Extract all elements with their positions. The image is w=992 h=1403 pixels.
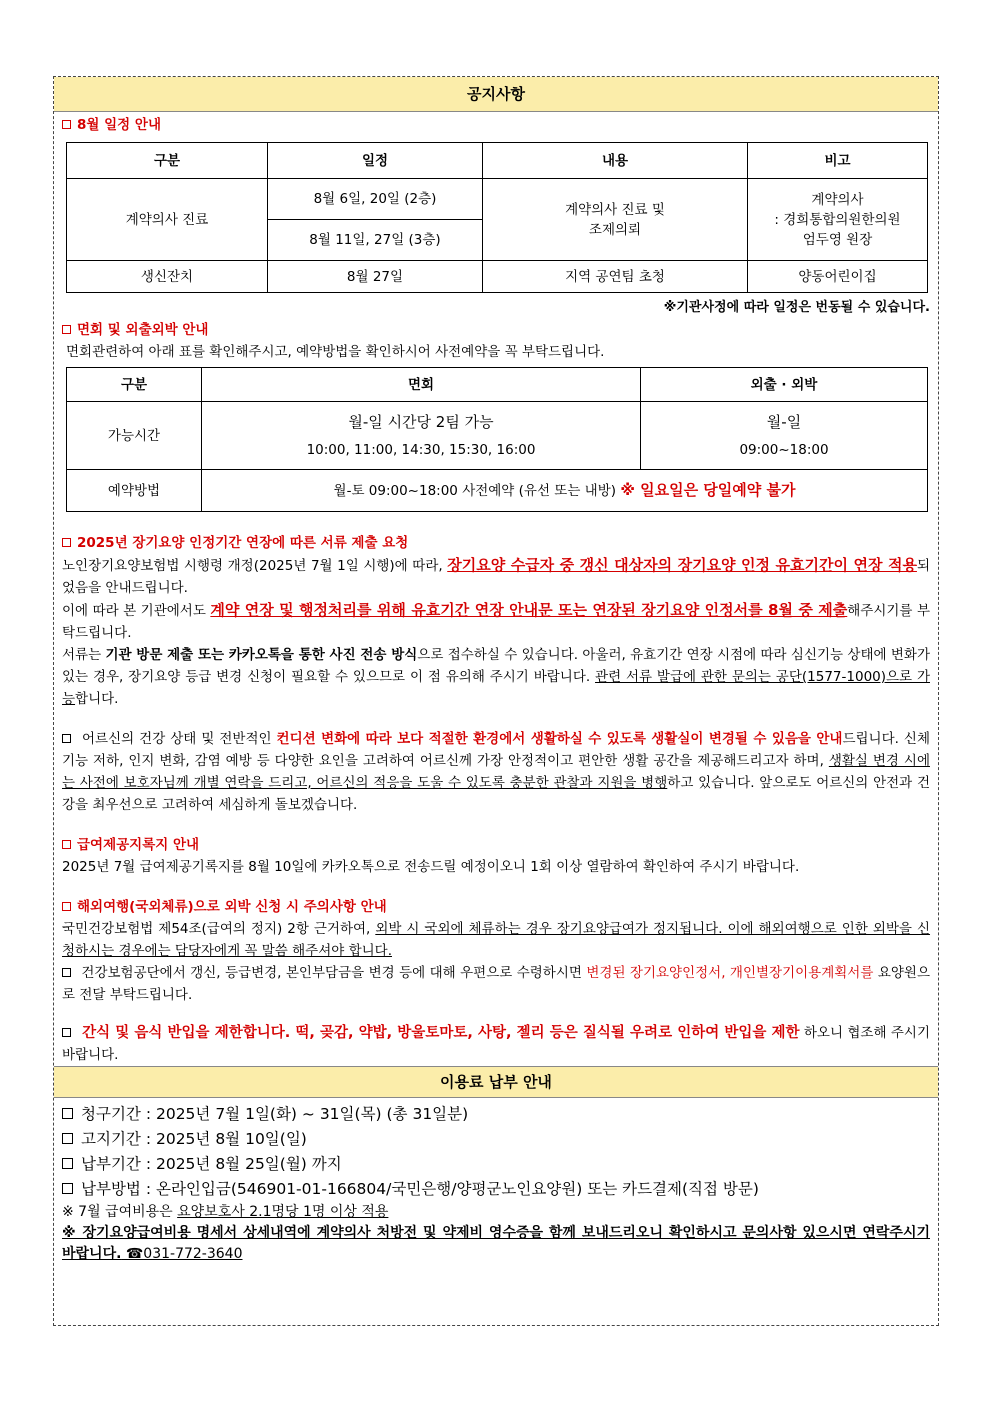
checkbox-icon xyxy=(62,1028,71,1037)
visit-heading: 면회 및 외출외박 안내 xyxy=(62,319,930,341)
reserve-value: 월-토 09:00~18:00 사전예약 (유선 또는 내방) ※ 일요일은 당일예약 불가 xyxy=(202,470,928,512)
overseas-heading: 해외여행(국외체류)으로 외박 신청 시 주의사항 안내 xyxy=(62,896,930,918)
food-restriction-paragraph: 간식 및 음식 반입을 제한합니다. 떡, 곶감, 약밥, 방울토마토, 사탕, 젤리 등은 질식될 우려로 인하여 반입을 제한 하오니 협조해 주시기 바랍니다. xyxy=(62,1025,930,1063)
schedule-table xyxy=(66,142,928,293)
phone-number: ☎031-772-3640 xyxy=(121,1246,243,1262)
checkbox-icon xyxy=(62,120,71,129)
schedule-doctor-label: 계약의사 진료 xyxy=(67,179,268,261)
schedule-birthday-date: 8월 27일 xyxy=(268,261,483,293)
visit-header-outing: 외출 · 외박 xyxy=(641,368,928,402)
schedule-footnote: ※기관사정에 따라 일정은 번동될 수 있습니다. xyxy=(663,300,930,315)
payment-item-due: 납부기간 : 2025년 8월 25일(월) 까지 xyxy=(62,1152,930,1177)
reserve-warning: ※ 일요일은 당일예약 불가 xyxy=(620,481,796,499)
room-change-paragraph: 어르신의 건강 상태 및 전반적인 컨디션 변화에 따라 보다 적절한 환경에서 생활하실 수 있도록 생활실이 변경될 수 있음을 안내드립니다. 신체 기능 저하, 인지 변화, 감염 예방 등 다양한 요인을 고려하여 어르신께 가장 안정적이고 편안한 생활 공간을 제공해드리고자 하며, 생활실 변경 시에는 사전에 보호자님께 개별 연락을 드리고, 어르신의 적응을 도울 수 있도록 충분한 관찰과 지원을 병행하고 있습니다. 앞으로도 어르신의 안전과 건강을 최우선으로 고려하여 세심하게 돌보겠습니다. xyxy=(62,731,930,813)
payment-note-2: ※ 장기요양급여비용 명세서 상세내역에 계약의사 처방전 및 약제비 영수증을 함께 보내드리오니 확인하시고 문의사항 있으시면 연락주시기 바랍니다. ☎031-772-3640 xyxy=(62,1225,930,1262)
notice-document xyxy=(53,76,939,1326)
notice-content xyxy=(54,112,938,1066)
payment-note-1: ※ 7월 급여비용은 요양보호사 2.1명당 1명 이상 적용 xyxy=(62,1204,389,1220)
payment-content xyxy=(54,1098,938,1265)
notice-title: 공지사항 xyxy=(54,77,938,112)
checkbox-icon xyxy=(62,325,71,334)
visit-time-label: 가능시간 xyxy=(67,402,202,470)
checkbox-icon xyxy=(62,538,71,547)
ltc-paragraph-1: 노인장기요양보험법 시행령 개정(2025년 7월 1일 시행)에 따라, 장기요양 수급자 중 갱신 대상자의 장기요양 인정 유효기간이 연장 적용되었음을 안내드립니다. xyxy=(62,556,930,596)
schedule-doctor-date-2: 8월 11일, 27일 (3층) xyxy=(268,220,483,261)
schedule-doctor-date-1: 8월 6일, 20일 (2층) xyxy=(268,179,483,220)
visit-time-value: 월-일 시간당 2팀 가능 10:00, 11:00, 14:30, 15:30, 16:00 xyxy=(202,402,641,470)
benefit-heading: 급여제공지록지 안내 xyxy=(62,834,930,856)
schedule-header-content: 내용 xyxy=(483,143,748,179)
schedule-doctor-note: 계약의사 : 경희통합의원한의원 엄두영 원장 xyxy=(748,179,928,261)
reserve-label: 예약방법 xyxy=(67,470,202,512)
visit-intro: 면회관련하여 아래 표를 확인해주시고, 예약방법을 확인하시어 사전예약을 꼭 부탁드립니다. xyxy=(66,344,605,360)
schedule-doctor-content: 계약의사 진료 및 조제의뢰 xyxy=(483,179,748,261)
outing-time-value: 월-일 09:00~18:00 xyxy=(641,402,928,470)
payment-item-billing: 청구기간 : 2025년 7월 1일(화) ~ 31일(목) (총 31일분) xyxy=(62,1102,930,1127)
checkbox-icon xyxy=(62,1133,73,1144)
visit-table xyxy=(66,367,928,512)
visit-header-category: 구분 xyxy=(67,368,202,402)
checkbox-icon xyxy=(62,902,71,911)
payment-title: 이용료 납부 안내 xyxy=(54,1066,938,1098)
ltc-paragraph-2: 이에 따라 본 기관에서도 계약 연장 및 행정처리를 위해 유효기간 연장 안내문 또는 연장된 장기요양 인정서를 8월 중 제출해주시기를 부탁드립니다. xyxy=(62,601,930,641)
visit-header-visit: 면회 xyxy=(202,368,641,402)
overseas-paragraph-2: 건강보험공단에서 갱신, 등급변경, 본인부담금을 변경 등에 대해 우편으로 수령하시면 변경된 장기요양인정서, 개인별장기이용계획서를 요양원으로 전달 부탁드립니다. xyxy=(62,965,930,1003)
payment-item-notice: 고지기간 : 2025년 8월 10일(일) xyxy=(62,1127,930,1152)
schedule-heading: 8월 일정 안내 xyxy=(62,114,930,136)
ltc-heading: 2025년 장기요양 인정기간 연장에 따른 서류 제출 요청 xyxy=(62,532,930,554)
schedule-birthday-note: 양동어린이집 xyxy=(748,261,928,293)
checkbox-icon xyxy=(62,1183,73,1194)
payment-item-method: 납부방법 : 온라인입금(546901-01-166804/국민은행/양평군노인요양원) 또는 카드결제(직접 방문) xyxy=(62,1177,930,1202)
schedule-header-note: 비고 xyxy=(748,143,928,179)
checkbox-icon xyxy=(62,734,71,743)
checkbox-icon xyxy=(62,1158,73,1169)
benefit-paragraph: 2025년 7월 급여제공기록지를 8월 10일에 카카오톡으로 전송드릴 예정이오니 1회 이상 열람하여 확인하여 주시기 바랍니다. xyxy=(62,859,800,875)
schedule-header-category: 구분 xyxy=(67,143,268,179)
overseas-paragraph-1: 국민건강보험법 제54조(급여의 정지) 2항 근거하여, 외박 시 국외에 체류하는 경우 장기요양급여가 정지됩니다. 이에 해외여행으로 인한 외박을 신청하시는 경우에는 담당자에게 꼭 말씀 해주셔야 합니다. xyxy=(62,921,931,959)
schedule-birthday-label: 생신잔치 xyxy=(67,261,268,293)
checkbox-icon xyxy=(62,968,71,977)
schedule-header-date: 일정 xyxy=(268,143,483,179)
ltc-paragraph-3: 서류는 기관 방문 제출 또는 카카오톡을 통한 사진 전송 방식으로 접수하실 수 있습니다. 아울러, 유효기간 연장 시점에 따라 심신기능 상태에 변화가 있는 경우, 장기요양 등급 변경 신청이 필요할 수 있으므로 이 점 유의해 주시기 바랍니다. 관련 서류 발급에 관한 문의는 공단(1577-1000)으로 가능합니다. xyxy=(62,647,930,707)
checkbox-icon xyxy=(62,840,71,849)
checkbox-icon xyxy=(62,1108,73,1119)
schedule-birthday-content: 지역 공연팀 초청 xyxy=(483,261,748,293)
